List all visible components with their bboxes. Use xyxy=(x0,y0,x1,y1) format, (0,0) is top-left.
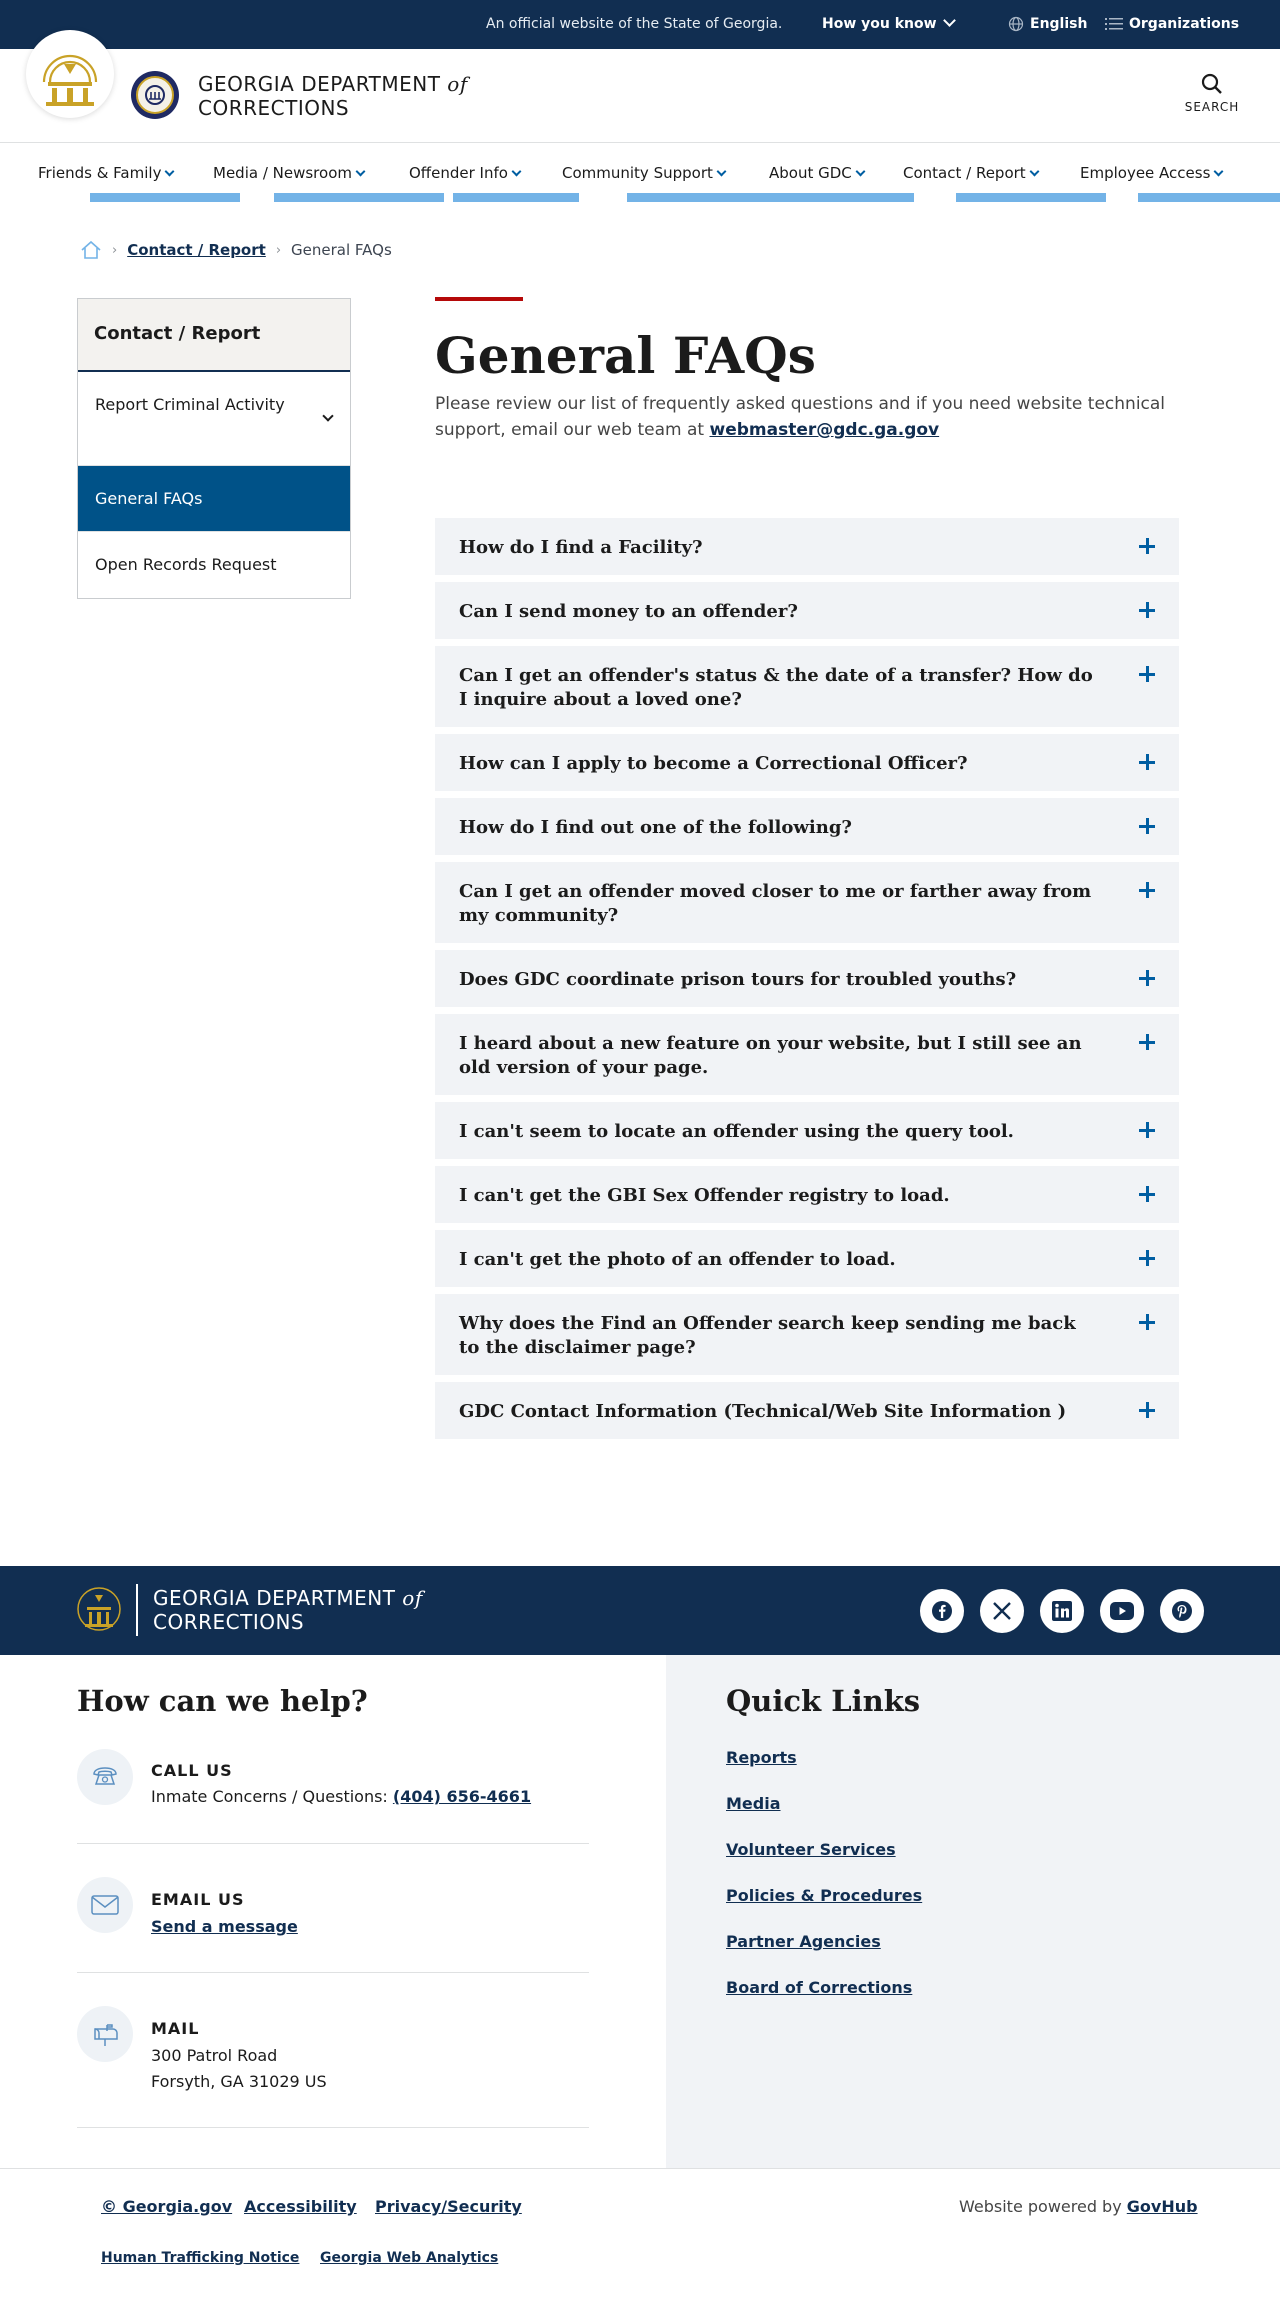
site-title-line2: CORRECTIONS xyxy=(198,96,350,120)
linkedin-icon[interactable] xyxy=(1040,1589,1084,1633)
chevron-down-icon[interactable] xyxy=(322,410,333,421)
powered-by xyxy=(959,2197,1198,2216)
divider xyxy=(77,1972,589,1973)
nav-offender-info[interactable] xyxy=(409,164,520,182)
nav-media-newsroom[interactable] xyxy=(213,164,364,182)
nav-about-gdc[interactable] xyxy=(769,164,864,182)
faq-question: How can I apply to become a Correctional Officer? xyxy=(459,753,968,774)
faq-item[interactable] xyxy=(435,950,1179,1007)
plus-icon xyxy=(1139,818,1155,834)
site-title-of: of xyxy=(447,72,468,96)
search-label: SEARCH xyxy=(1184,100,1240,114)
title-accent-line xyxy=(435,297,523,301)
email-us-label: EMAIL US xyxy=(151,1890,245,1909)
how-you-know-toggle[interactable] xyxy=(822,16,954,32)
home-icon[interactable] xyxy=(80,240,102,260)
chevron-down-icon xyxy=(855,167,865,177)
language-selector[interactable] xyxy=(1008,16,1087,32)
call-us-text xyxy=(151,1784,531,1810)
intro-text xyxy=(435,391,1195,443)
quick-link-media[interactable]: Media xyxy=(726,1794,781,1813)
mail-address-line1: 300 Patrol Road xyxy=(151,2046,278,2065)
plus-icon xyxy=(1139,1250,1155,1266)
faq-item[interactable] xyxy=(435,582,1179,639)
plus-icon xyxy=(1139,1314,1155,1330)
quick-links-title: Quick Links xyxy=(726,1684,921,1718)
nav-label: Offender Info xyxy=(409,164,508,182)
nav-contact-report[interactable] xyxy=(903,164,1038,182)
mailbox-icon xyxy=(77,2006,133,2062)
faq-item[interactable] xyxy=(435,1382,1179,1439)
language-label: English xyxy=(1030,16,1088,32)
globe-icon xyxy=(1008,16,1024,32)
call-us-description: Inmate Concerns / Questions: xyxy=(151,1787,393,1806)
mail-label: MAIL xyxy=(151,2019,200,2038)
nav-label: Media / Newsroom xyxy=(213,164,352,182)
plus-icon xyxy=(1139,1186,1155,1202)
plus-icon xyxy=(1139,602,1155,618)
nav-accent-bar xyxy=(1138,193,1280,202)
plus-icon xyxy=(1139,882,1155,898)
breadcrumb-separator: › xyxy=(112,242,118,258)
powered-by-text: Website powered by xyxy=(959,2197,1127,2216)
plus-icon xyxy=(1139,1122,1155,1138)
sidebar-item-label: General FAQs xyxy=(95,489,203,508)
georgia-web-analytics-link[interactable]: Georgia Web Analytics xyxy=(320,2250,499,2266)
phone-icon xyxy=(77,1749,133,1805)
webmaster-email-link[interactable]: webmaster@gdc.ga.gov xyxy=(709,420,940,440)
chevron-down-icon xyxy=(943,14,956,27)
footer-title-of: of xyxy=(402,1586,423,1610)
chevron-down-icon xyxy=(165,167,175,177)
nav-label: About GDC xyxy=(769,164,852,182)
chevron-down-icon xyxy=(356,167,366,177)
mail-address xyxy=(151,2043,327,2095)
footer-brand-bar xyxy=(0,1566,1280,1655)
nav-friends-family[interactable] xyxy=(38,164,173,182)
faq-item[interactable] xyxy=(435,1230,1179,1287)
sidebar-item-open-records[interactable] xyxy=(78,532,350,598)
gdc-seal-logo[interactable] xyxy=(130,70,180,120)
site-title-line1: GEORGIA DEPARTMENT xyxy=(198,72,441,96)
faq-question: I can't get the photo of an offender to load. xyxy=(459,1249,896,1270)
sidebar-item-general-faqs[interactable] xyxy=(78,466,350,532)
organizations-label: Organizations xyxy=(1129,16,1240,32)
faq-question: I can't seem to locate an offender using the query tool. xyxy=(459,1121,1014,1142)
quick-link-reports[interactable]: Reports xyxy=(726,1748,797,1767)
faq-question: How do I find a Facility? xyxy=(459,537,703,558)
faq-question: Can I send money to an offender? xyxy=(459,601,798,622)
search-button[interactable] xyxy=(1180,72,1244,114)
govhub-link[interactable]: GovHub xyxy=(1126,2197,1198,2216)
quick-link-board-of-corrections[interactable]: Board of Corrections xyxy=(726,1978,913,1997)
faq-item[interactable] xyxy=(435,1166,1179,1223)
plus-icon xyxy=(1139,1034,1155,1050)
nav-label: Contact / Report xyxy=(903,164,1026,182)
human-trafficking-notice-link[interactable]: Human Trafficking Notice xyxy=(101,2250,300,2266)
sidebar-item-report-criminal-activity[interactable] xyxy=(78,372,350,466)
footer-bottom-bar xyxy=(0,2168,1280,2299)
faq-question: I can't get the GBI Sex Offender registry to load. xyxy=(459,1185,950,1206)
faq-question: Why does the Find an Offender search keep sending me back to the disclaimer page? xyxy=(459,1313,1076,1358)
footer-site-title[interactable] xyxy=(153,1586,423,1634)
envelope-icon xyxy=(77,1877,133,1933)
faq-item[interactable] xyxy=(435,862,1179,943)
footer-title-line1: GEORGIA DEPARTMENT xyxy=(153,1586,396,1610)
breadcrumb xyxy=(80,240,392,260)
faq-question: How do I find out one of the following? xyxy=(459,817,852,838)
faq-item[interactable] xyxy=(435,1014,1179,1095)
faq-question: GDC Contact Information (Technical/Web Site Information ) xyxy=(459,1401,1067,1422)
nav-community-support[interactable] xyxy=(562,164,725,182)
faq-question: Can I get an offender's status & the date of a transfer? How do I inquire about a loved one? xyxy=(459,665,1093,710)
intro-body: Please review our list of frequently asked questions and if you need website technical support, email our web team at xyxy=(435,394,1166,440)
faq-item[interactable] xyxy=(435,1294,1179,1375)
divider xyxy=(77,2127,589,2128)
mail-address-line2: Forsyth, GA 31029 US xyxy=(151,2072,327,2091)
plus-icon xyxy=(1139,1402,1155,1418)
breadcrumb-separator: › xyxy=(275,242,282,258)
nav-label: Employee Access xyxy=(1080,164,1211,182)
nav-employee-access[interactable] xyxy=(1080,164,1222,182)
help-title: How can we help? xyxy=(77,1684,368,1718)
breadcrumb-link[interactable]: Contact / Report xyxy=(127,241,266,259)
divider xyxy=(77,1843,589,1844)
accessibility-link[interactable]: Accessibility xyxy=(244,2197,357,2216)
quick-link-volunteer-services[interactable]: Volunteer Services xyxy=(726,1840,896,1859)
x-icon[interactable] xyxy=(980,1589,1024,1633)
quick-links-section xyxy=(666,1655,1280,2168)
pinterest-icon[interactable] xyxy=(1160,1589,1204,1633)
faq-item[interactable] xyxy=(435,1102,1179,1159)
chevron-down-icon xyxy=(1029,167,1039,177)
footer-title-line2: CORRECTIONS xyxy=(153,1610,305,1634)
chevron-down-icon xyxy=(716,167,726,177)
call-us-label: CALL US xyxy=(151,1761,233,1780)
search-icon xyxy=(1200,72,1224,96)
faq-item[interactable] xyxy=(435,734,1179,791)
how-you-know-label: How you know xyxy=(822,16,937,32)
sidebar-nav xyxy=(77,298,351,599)
send-message-link[interactable]: Send a message xyxy=(151,1917,298,1936)
nav-label: Community Support xyxy=(562,164,713,182)
nav-accent-bar xyxy=(627,193,914,202)
site-header xyxy=(0,49,1280,143)
georgia-gov-link[interactable]: © Georgia.gov xyxy=(101,2197,233,2216)
plus-icon xyxy=(1139,970,1155,986)
sidebar-heading[interactable]: Contact / Report xyxy=(78,299,350,372)
plus-icon xyxy=(1139,538,1155,554)
official-text: An official website of the State of Georgia. xyxy=(486,16,783,32)
sidebar-item-label: Report Criminal Activity xyxy=(95,395,285,414)
phone-link[interactable]: (404) 656-4661 xyxy=(392,1787,532,1806)
georgia-arch-icon xyxy=(26,30,114,118)
faq-question: Can I get an offender moved closer to me or farther away from my community? xyxy=(459,881,1092,926)
privacy-security-link[interactable]: Privacy/Security xyxy=(375,2197,522,2216)
breadcrumb-current: General FAQs xyxy=(291,241,392,259)
official-banner xyxy=(0,0,1280,49)
site-title[interactable] xyxy=(198,72,468,120)
facebook-icon[interactable] xyxy=(920,1589,964,1633)
georgia-arch-icon[interactable] xyxy=(77,1583,121,1637)
plus-icon xyxy=(1139,754,1155,770)
faq-item[interactable] xyxy=(435,518,1179,575)
nav-label: Friends & Family xyxy=(38,164,162,182)
nav-accent-bar xyxy=(956,193,1106,202)
chevron-down-icon xyxy=(1214,167,1224,177)
quick-link-partner-agencies[interactable]: Partner Agencies xyxy=(726,1932,881,1951)
chevron-down-icon xyxy=(512,167,522,177)
faq-item[interactable] xyxy=(435,646,1179,727)
youtube-icon[interactable] xyxy=(1100,1589,1144,1633)
plus-icon xyxy=(1139,666,1155,682)
faq-question: I heard about a new feature on your website, but I still see an old version of your page. xyxy=(459,1033,1082,1078)
sidebar-item-label: Open Records Request xyxy=(95,555,277,574)
footer-divider xyxy=(136,1584,138,1636)
nav-accent-bar xyxy=(274,193,444,202)
quick-link-policies-procedures[interactable]: Policies & Procedures xyxy=(726,1886,923,1905)
list-icon xyxy=(1105,17,1123,31)
faq-question: Does GDC coordinate prison tours for troubled youths? xyxy=(459,969,1017,990)
faq-item[interactable] xyxy=(435,798,1179,855)
organizations-link[interactable] xyxy=(1105,16,1239,32)
nav-accent-bar xyxy=(453,193,579,202)
page-title: General FAQs xyxy=(435,326,816,385)
georgia-seal-logo[interactable] xyxy=(26,30,114,118)
nav-accent-bar xyxy=(90,193,240,202)
